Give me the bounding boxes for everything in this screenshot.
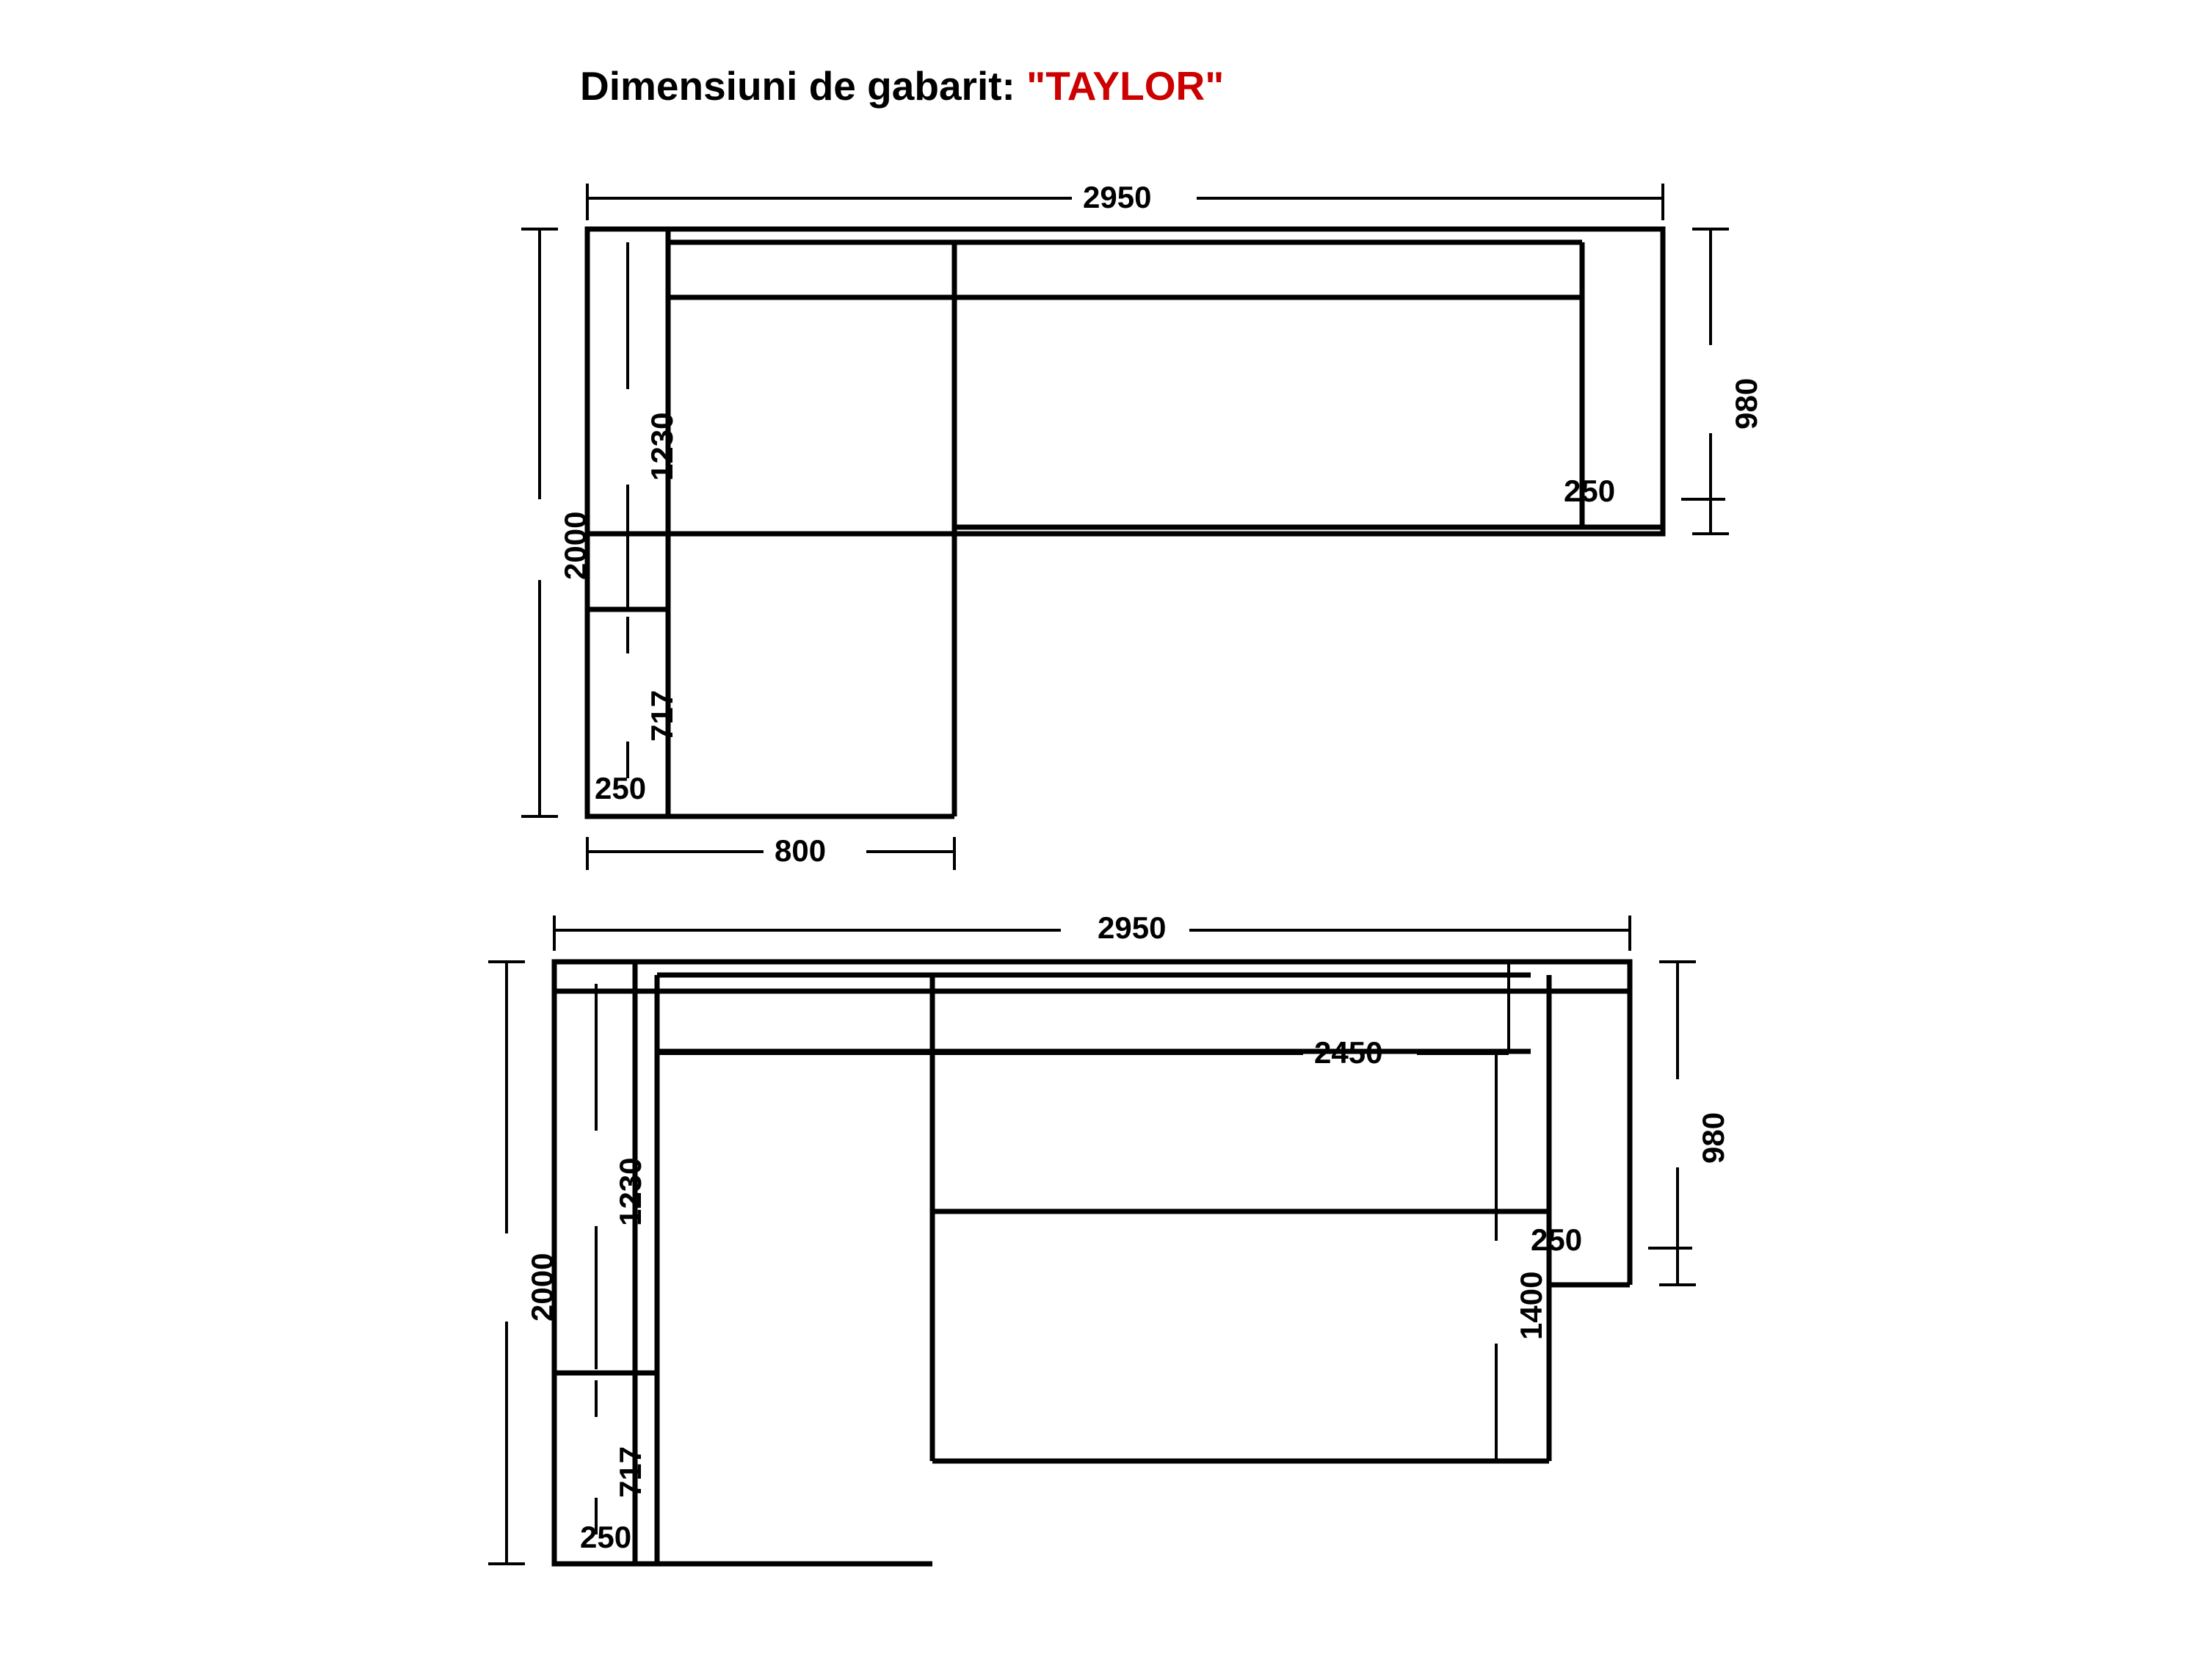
lower-width-label: 2950 (1098, 910, 1167, 945)
lower-seat-depth-label: 1230 (613, 1157, 648, 1226)
upper-chaise-len-label: 717 (645, 689, 679, 742)
lower-seat-width-label: 2450 (1314, 1035, 1383, 1070)
lower-view-group (488, 916, 1696, 1564)
lower-depth-label: 980 (1696, 1112, 1730, 1164)
upper-seat-depth-label: 1230 (645, 412, 679, 481)
lower-seat-length-label: 1400 (1514, 1271, 1548, 1340)
upper-view-group (521, 184, 1729, 870)
title-prefix: Dimensiuni de gabarit: (580, 63, 1027, 109)
lower-arm-right-label: 250 (1531, 1222, 1583, 1257)
lower-chaise-len-label: 717 (613, 1446, 648, 1498)
upper-depth-label: 980 (1729, 377, 1763, 430)
lower-arm-bottom-label: 250 (580, 1520, 632, 1554)
upper-arm-right-label: 250 (1564, 474, 1616, 508)
lower-height-label: 2000 (525, 1253, 559, 1322)
upper-chaise-width-label: 800 (775, 833, 827, 868)
upper-width-label: 2950 (1083, 180, 1152, 214)
upper-arm-bottom-label: 250 (595, 771, 647, 805)
upper-height-label: 2000 (558, 511, 592, 580)
title-model: "TAYLOR" (1026, 63, 1225, 109)
